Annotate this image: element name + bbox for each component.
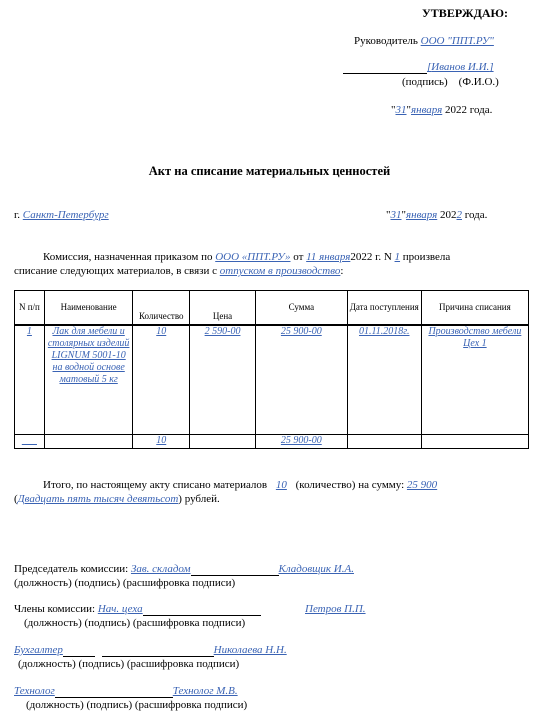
materials-table (14, 290, 529, 449)
row-cause: Производство мебели Цех 1 (421, 325, 528, 435)
member-line-1 (14, 603, 261, 616)
chairman-label: Председатель комиссии: (14, 563, 129, 575)
summary-line-2 (14, 493, 220, 506)
header-num: N п/п (15, 291, 45, 325)
approve-bracket-open: [ (427, 61, 432, 73)
place-month: января (406, 209, 438, 221)
approve-date-month: января (411, 104, 443, 116)
total-num: ___ (15, 435, 45, 449)
summary-line-1 (43, 479, 437, 492)
summary-paren-open: ( (14, 493, 18, 505)
commission-part4: произвела (402, 251, 451, 263)
summary-amount-words: Двадцать пять тысяч девятьсот (17, 493, 179, 505)
approve-signer-line (343, 61, 494, 74)
header-cause: Причина списания (421, 291, 528, 325)
member-1-caption: (должность) (подпись) (расшифровка подписи) (24, 617, 246, 629)
chairman-position: Зав. складом (130, 563, 191, 575)
member-1-name-text: Петров П.П. (305, 603, 366, 615)
total-cause-empty (421, 435, 528, 449)
place-city: Санкт-Петербург (22, 209, 109, 221)
chairman-name: Кладовщик И.А. (278, 563, 354, 575)
place-prefix: г. (14, 209, 21, 221)
member-line-3 (14, 685, 238, 698)
member-1-name (305, 603, 366, 616)
row-sum: 25 900-00 (256, 325, 348, 435)
chairman-sign-line (191, 564, 279, 576)
total-date-empty (347, 435, 421, 449)
chairman-caption: (должность) (подпись) (расшифровка подписи) (14, 577, 236, 589)
place-quote-open: " (386, 209, 391, 221)
act-title: Акт на списание материальных ценностей (148, 164, 391, 178)
total-name-empty (44, 435, 133, 449)
member-3-position: Технолог (14, 685, 55, 697)
commission-part6: : (340, 265, 344, 277)
row-num: 1 (15, 325, 45, 435)
member-2-position: Бухгалтер (14, 644, 63, 656)
total-sum: 25 900-00 (256, 435, 348, 449)
approve-head-label: Руководитель (354, 35, 418, 47)
commission-order-num: 1 (394, 251, 401, 263)
place-year-end: 2 (456, 209, 462, 221)
summary-part2: (количество) на сумму: (295, 479, 405, 491)
summary-part3: ) рублей. (178, 493, 220, 505)
commission-part2: от (293, 251, 304, 263)
approve-signer: Иванов И.И. (431, 61, 490, 73)
chairman-line (14, 563, 354, 576)
member-3-sign-line (55, 686, 173, 698)
place-date (386, 209, 487, 222)
commission-order-date: 11 января (306, 251, 351, 263)
members-label: Члены комиссии: (14, 603, 96, 615)
total-qty: 10 (133, 435, 190, 449)
approve-sign-caption: (подпись) (402, 76, 448, 88)
member-3-caption: (должность) (подпись) (расшифровка подписи) (26, 699, 248, 711)
place-quote-close: " (401, 209, 406, 221)
header-date: Дата поступления (347, 291, 421, 325)
approve-sign-line (343, 62, 427, 74)
total-price-empty (190, 435, 256, 449)
commission-line-2 (14, 265, 343, 278)
member-3-name: Технолог М.В. (172, 685, 238, 697)
header-sum: Сумма (256, 291, 348, 325)
commission-org: ООО «ППТ.РУ» (215, 251, 291, 263)
header-price: Цена (190, 291, 256, 325)
approve-head-line (354, 35, 494, 48)
row-price: 2 590-00 (190, 325, 256, 435)
commission-part3: 2022 г. N (350, 251, 392, 263)
commission-line-1 (43, 251, 450, 264)
approve-date-quote-close: " (406, 104, 411, 116)
member-2-caption: (должность) (подпись) (расшифровка подписи) (18, 658, 240, 670)
approve-bracket-close: ] (489, 61, 494, 73)
place-year-start: 202 (440, 209, 457, 221)
place-line (14, 209, 109, 222)
member-2-name: Николаева Н.Н. (213, 644, 287, 656)
member-1-position: Нач. цеха (97, 603, 143, 615)
approve-date-day: 31 (395, 104, 407, 116)
commission-reason: отпуском в производство (219, 265, 341, 277)
commission-part1: Комиссия, назначенная приказом по (43, 251, 213, 263)
approve-date-quote-open: " (391, 104, 396, 116)
table-total-row (15, 435, 529, 449)
summary-part1: Итого, по настоящему акту списано материалов (43, 479, 268, 491)
member-2-gap-line (63, 645, 95, 657)
header-name: Наименование (44, 291, 133, 325)
header-qty: Количество (133, 291, 190, 325)
member-line-2 (14, 644, 287, 657)
approve-name-caption: (Ф.И.О.) (458, 76, 499, 88)
table-row (15, 325, 529, 435)
approve-date-line (391, 104, 492, 117)
place-day: 31 (390, 209, 402, 221)
approve-date-year: 2022 (445, 104, 467, 116)
commission-part5: списание следующих материалов, в связи с (14, 265, 218, 277)
member-1-sign-line (143, 604, 261, 616)
row-qty: 10 (133, 325, 190, 435)
summary-amount: 25 900 (406, 479, 438, 491)
summary-qty: 10 (275, 479, 287, 491)
place-suffix: года. (464, 209, 488, 221)
approve-head-org: ООО "ППТ.РУ" (420, 35, 494, 47)
approve-heading: УТВЕРЖДАЮ: (422, 6, 509, 20)
row-name: Лак для мебели и столярных изделий LIGNUM 5001-10 на водной основе матовый 5 кг (44, 325, 133, 435)
row-date: 01.11.2018г. (347, 325, 421, 435)
approve-date-suffix: года. (469, 104, 493, 116)
approve-captions (402, 76, 499, 89)
member-2-sign-line (102, 645, 214, 657)
